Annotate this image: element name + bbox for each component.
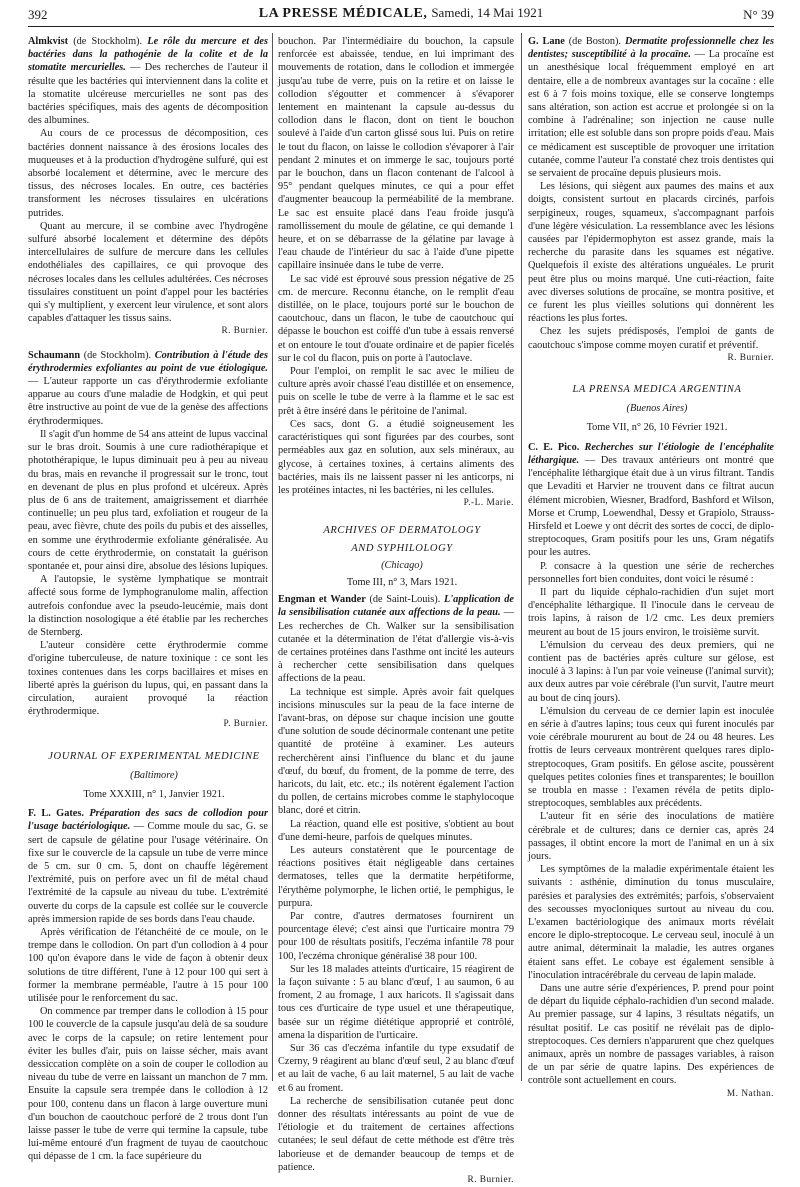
paragraph: Les lésions, qui siègent aux paumes des mains et aux doigts, consistent surtout en placards circinés, parfois serpigineux, rouges, squameux, s'accompagnant parfois d'une légère vésiculation. La ressemblance avec les lésions causées par l'épidermophyton est assez grande, mais la recherche du parasite dans les squames est négative. Quelquefois il existe des altérations unguéales. Le prurit peut être plus ou moins marqué. Une cuti-réaction, faite avec diverses solutions de procaïne, se montra positive, et ce furent les plus vieilles solutions qui donnèrent les réactions les plus fortes.	[528, 181, 774, 325]
paragraph: Après vérification de l'étanchéité de ce moule, on le trempe dans le collodion. On part d'un collodion à 4 pour 100 qu'on évapore dans le vide de façon à obtenir deux solutions de titre différent, l'une à 12 pour 100 qui sert à former la membrane perméable, l'autre à 15 pour 100 utilisée pour le renforcement du sac.	[28, 927, 268, 1005]
journal-volume: Tome XXXIII, n° 1, Janvier 1921.	[83, 788, 225, 800]
paragraph: Le sac vidé est éprouvé sous pression négative de 25 cm. de mercure. Reconnu étanche, on le remplit d'eau distillée, on le place, toujours porté sur le bouchon de caoutchouc, dans un flacon, le tube de caoutchouc qui dépasse le bouchon est coiffé d'un tube à essais renversé et on entoure le tout d'ouate ordinaire et de papier ficelés sur le col du flacon, puis on porte à l'autoclave.	[278, 273, 514, 364]
paragraph: L'auteur considère cette érythrodermie comme d'origine tuberculeuse, de nature toxinique : ce sont les toxines contenues dans les corps bacillaires et mises en liberté après la guérison du lupus, qui, en passant dans la circulation, auraient provoqué la réaction érythrodermique.	[28, 640, 268, 718]
signature: R. Burnier.	[221, 326, 268, 337]
paragraph: Au cours de ce processus de décomposition, ces bactéries donnent naissance à des érosions locales des muqueuses et à la production d'hydrogène sulfuré, qui est absorbé localement et détermine, avec le mercure des tissus, des nécroses locales. En outre, ces bactéries transforment les nécroses tissulaires en ulcérations putrides.	[28, 128, 268, 219]
signature: M. Nathan.	[726, 1088, 774, 1099]
paragraph: Les auteurs constatèrent que le pourcentage de réactions positives était négligeable dans certaines dermatoses, telles que la dermatite herpétiforme, l'érythème polymorphe, le lichen ortié, le pemphigus, le purpura.	[278, 844, 514, 909]
running-title	[28, 5, 774, 22]
paragraph: Sur 36 cas d'eczéma infantile du type exsudatif de Czerny, 9 réagirent au blanc d'œuf seul, 2 au blanc d'œuf et au lait de vache, 6 au lait maternel, 5 au lait de vache et 6 au froment.	[278, 1043, 514, 1094]
paragraph: Pour l'emploi, on remplit le sac avec le milieu de culture après avoir chassé l'eau distillée et on ensemence, puis on scelle le tube de verre à la flamme et le sac est prêt à être inséré dans le péritoine de l'animal.	[278, 366, 515, 417]
paragraph: Par contre, d'autres dermatoses fournirent un pourcentage élevé; c'est ainsi que l'urticaire montra 79 pour 100 de résultats positifs, l'eczéma infantile 78 pour 100, l'eczéma chronique généralisé 38 pour 100.	[278, 911, 514, 962]
signature: P. Burnier.	[223, 719, 268, 730]
abstract-engman-wander: Engman et Wander (de Saint-Louis). L'application de la sensibilisation cutanée aux affections de la peau. — Les recherches de Ch. Walker sur la sensibilisation cutanée et la détermination de l'état d'allergie vis-à-vis de certaines protéines dans l'asthme ont incité les auteurs à rechercher cette sensibilisation dans quelques affections de la peau.	[278, 594, 514, 685]
journal-title: JOURNAL OF EXPERIMENTAL MEDICINE	[48, 750, 260, 762]
page-header	[28, 4, 774, 27]
journal-title-line-2: AND SYPHILOLOGY	[351, 542, 453, 554]
column-1	[28, 35, 268, 1164]
signature: R. Burnier.	[467, 1175, 514, 1186]
paragraph: Sur les 18 malades atteints d'urticaire, 15 réagirent de la façon suivante : 5 au blanc d'œuf, 1 au saumon, 6 au froment, 2 au fromage, 1 aux haricots. Il s'agissait dans tous ces d'urticaire de type usuel et une thérapeutique, basée sur un régime diététique approprié et contrôlé, amena la disparition de l'urticaire.	[278, 963, 514, 1041]
paragraph: Il s'agit d'un homme de 54 ans atteint de lupus vaccinal sur le bras droit. Soumis à une cure radiothérapique et photothérapique, le lupus diminuait peu à peu au niveau du bras, mais en revanche il progressait sur le tronc, tout en devenant de plus en plus profond et ulcéreux. Après plus de 6 ans de traitement, amaigrissement et diarrhée continuelle; un peu plus tard, exfoliation et rougeur de la peau, avec fièvre, chute des poils du pubis et des aisselles, en somme une érythrodermie exfoliante généralisée. Au cours de cette érythrodermie, on constatait la guérison spontanée et, pour ainsi dire, absolue des lésions lupiques.	[28, 428, 268, 572]
paragraph: Dans une autre série d'expériences, P. prend pour point de départ du liquide céphalo-rachidien d'un second malade. Au premier passage, sur 4 lapins, 3 résultats négatifs, un résultat positif. Le cas positif ne révélait pas de diplo-streptocoques. Ces derniers n'apparurent que chez quelques animaux, après un nombre de passages variables, à raison de un par série de quatre lapins. Des expériences de contrôle sont actuellement en cours.	[528, 983, 774, 1087]
column-3	[528, 35, 774, 1101]
paragraph: L'émulsion du cerveau des deux premiers, qui ne contient pas de bactéries après culture sur gélose, est inoculé à 3 lapins: à l'un par voie veineuse (l'animal survit); aux deux autres par voie cérébrale (l'un survit, l'autre meurt au bout de cinq jours).	[528, 639, 774, 704]
abstract-lane: G. Lane (de Boston). Dermatite professionnelle chez les dentistes; susceptibilité à la procaïne. — La procaïne est un anesthésique local fréquemment employé en art dentaire, elle a de nombreux avantages sur la cocaïne : elle est 6 à 7 fois moins toxique, elle se conserve longtemps sans altération, son action est accrue et prolongée si on la combine à l'adrénaline; son injection ne cause nulle irritation; elle est soluble dans son propre poids d'eau. Mais ce médicament est susceptible de provoquer une irritation cutanée, comme l'auteur l'a constaté chez trois dentistes qui se servaient de procaïne depuis plusieurs mois.	[528, 36, 774, 180]
journal-city: (Baltimore)	[130, 769, 178, 781]
paragraph: La recherche de sensibilisation cutanée peut donc donner des résultats intéressants au point de vue de l'étiologie et du traitement de certaines affections cutanées; le seul défaut de cette méthode est d'être très laborieuse et de demander beaucoup de temps et de patience.	[278, 1095, 514, 1173]
paragraph: Les symptômes de la maladie expérimentale étaient les suivants : asthénie, diminution du tonus musculaire, parésies et paralysies des extrémités; parfois, s'observaient des secousses myocloniques surtout au niveau du cou. L'examen bactériologique des animaux morts révélait encore le diplo-streptocoque. Le cerveau seul, inoculé à un autre animal, déterminait la maladie, les autres organes étaient sans effet. Le cobaye est également sensible à l'inoculation intracérébrale du cerveau de lapin malade.	[528, 864, 774, 981]
paragraph: bouchon. Par l'intermédiaire du bouchon, la capsule renforcée est abaissée, tendue, en lui imprimant des mouvements de rotation, dans le collodion et immergée jusqu'au tube de verre, puis on la retire et on laisse le collodion s'égoutter et commencer à s'évaporer lentement en maintenant la capsule au-dessus du collodion dans le flacon, dont on tient le bouchon soulevé à l'aide d'un carton glissé sous lui. Puis on retire le tout du flacon, on laisse le collodion s'évaporer à l'air pendant 2 minutes et on immerge le sac, toujours porté par le bouchon, dans un flacon contenant de l'alcool à 95° pendant quelques minutes, ce qui a pour effet d'augmenter beaucoup la perméabilité de la membrane. Le sac est ensuite placé dans l'eau froide jusqu'à ramollissement du moule de gélatine, ce qui demande 1 heure, et on se débarrasse de la gélatine par lavage à l'eau chaude de l'intérieur du sac à l'aide d'une pipette capillaire insinuée dans le tube de verre.	[278, 36, 514, 272]
paragraph: Il part du liquide céphalo-rachidien d'un sujet mort d'encéphalite léthargique. Il l'inocule dans le cerveau de trois lapins, à raison de 1/2 cmc. Les deux premiers meurent au bout de 15 jours environ, le troisième survit.	[528, 586, 774, 638]
paragraph: P. consacre à la question une série de recherches personnelles fort bien conduites, dont voici le résumé :	[528, 560, 774, 585]
abstract-pico: C. E. Pico. Recherches sur l'étiologie de l'encéphalite léthargique. — Des travaux antérieurs ont montré que l'encéphalite léthargique était due à un virus filtrant. Tandis que Levaditi et Harvier ne trouvent dans ce filtrat aucun élément microbien, Wiesner, Bradford, Bashford et Wilson, Morse et Crump, Loewendhal, Dessy et Grapiolo, Strauss-Hirsfeld et Loewe y ont décrit des sortes de cocci, de diplo-streptocoques, Gram positifs pour les uns, Gram négatifs pour les autres.	[528, 441, 775, 559]
paragraph: La réaction, quand elle est positive, s'obtient au bout d'une demi-heure, parfois de quelques minutes.	[278, 818, 514, 843]
journal-title: ARCHIVES OF DERMATOLOGY	[323, 525, 481, 537]
paragraph: L'émulsion du cerveau de ce dernier lapin est inoculée en série à d'autres lapins; tous ceux qui furent inoculés par voie cérébrale moururent au bout de 24 ou 48 heures. Les frottis de leurs cerveaux montrèrent quelques rares diplo-streptocoques, Gram positifs. En gélose ascite, poussèrent quelques petites colonies fines et transparentes; le bouillon se troubla en masse : l'examen révéla de petits diplo-streptocoques, semblables aux précédents.	[528, 705, 774, 810]
journal-city: (Buenos Aires)	[626, 403, 688, 415]
abstract-almkvist: Almkvist (de Stockholm). Le rôle du mercure et des bactéries dans la pathogénie de la colite et de la stomatite mercurielles. — Des recherches de l'auteur il résulte que les bactéries qui interviennent dans la colite et la stomatite ulcéreuse mercurielles ne sont pas des bactéries spécifiques, mais des agents de décomposition des albumines.	[28, 36, 269, 127]
publication-name: LA PRESSE MÉDICALE,	[258, 6, 428, 21]
issue-number: N° 39	[743, 7, 774, 22]
column-divider	[272, 33, 273, 1081]
journal-title: LA PRENSA MEDICA ARGENTINA	[572, 384, 742, 396]
page-number: 392	[28, 7, 48, 22]
paragraph: On commence par tremper dans le collodion à 15 pour 100 le couvercle de la capsule jusqu'au delà de sa soudure avec le corps de la capsule; on retire lentement pour éviter les bulles d'air, puis on laisse sécher, mais avant dessiccation complète on a soin de couper le collodion au niveau du tube de verre en laissant un manchon de 7 mm. Ensuite la capsule sera trempée dans le collodion à 12 pour 100, contenu dans un flacon à large ouverture muni d'un bouchon de caoutchouc perforé de 2 trous dont l'un laisse passer le tube de verre qui termine la capsule, tube lui-même entouré d'un fragment de tuyau de caoutchouc qui dépasse de 1 cm. la face supérieure du	[28, 1006, 268, 1163]
paragraph: Quant au mercure, il se combine avec l'hydrogène sulfuré absorbé localement et détermine des dépôts intercellulaires de sulfure de mercure dans les cellules endothéliales des capillaires, ce qui provoque des nécroses locales dans les cellules adultérées. Ces nécroses tissulaires constituent un point d'appel pour les bactéries qui s'y multiplient, y exercent leur virulence, et sont alors capables d'attaquer les tissus sains.	[28, 220, 268, 325]
column-divider	[521, 33, 522, 1081]
paragraph: La technique est simple. Après avoir fait quelques incisions minuscules sur la peau de la face interne de l'avant-bras, on dépose sur chaque incision une goutte d'une solution de soude décinormale contenant une petite quantité de protéine à examiner. Les auteurs recherchèrent ainsi l'influence du blanc et du jaune d'œuf, du bœuf, du froment, de la pomme de terre, des haricots, du lait, etc. etc.; ils notèrent également l'action du pollen, de certains microbes comme le staphylocoque blanc, doré et citrin.	[278, 686, 514, 817]
signature: P.-L. Marie.	[463, 498, 514, 509]
column-2	[278, 35, 514, 1187]
signature: R. Burnier.	[727, 352, 774, 363]
abstract-schaumann: Schaumann (de Stockholm). Contribution à l'étude des érythrodermies exfoliantes au point de vue étiologique. — L'auteur rapporte un cas d'érythrodermie exfoliante apparue au cours d'une maladie de Hodgkin, et qui peut être instructive au point de vue de la genèse des affections érythrodermiques.	[28, 349, 268, 427]
paragraph: Chez les sujets prédisposés, l'emploi de gants de caoutchouc s'impose comme moyen curatif et préventif.	[528, 326, 774, 351]
paragraph: L'auteur fit en série des inoculations de matière cérébrale et de cultures; dans ce dernier cas, après 24 passages, il obtint encore la mort de l'animal en un à six jours.	[528, 811, 774, 862]
abstract-gates: F. L. Gates. Préparation des sacs de collodion pour l'usage bactériologique. — Comme moule du sac, G. se sert de capsule de gélatine pour l'usage vétérinaire. On fixe sur le couvercle de la capsule un tube de verre mince de 5 cm. sur 0 cm. 5, dont on chauffe légèrement l'extrémité, puis on perfore avec un fil de métal chaud l'extrémité de la capsule au niveau du tube. L'extrémité ouverte du corps de la capsule est collée sur le couvercle après immersion rapide de ses bords dans l'eau chaude.	[28, 808, 269, 925]
issue-date: Samedi, 14 Mai 1921	[431, 5, 544, 20]
journal-volume: Tome VII, n° 26, 10 Février 1921.	[586, 422, 728, 434]
paragraph: Ces sacs, dont G. a étudié soigneusement les caractéristiques qui sont figurées par des courbes, sont perméables aux gaz en solution, aux sels minéraux, au glycose, à certaines toxines, à certains aliments des bactéries, mais ils ne laissent passer ni les anticorps, ni les protéines intactes, ni les bactéries, ni les cellules.	[278, 418, 514, 496]
paragraph: A l'autopsie, le système lymphatique se montrait affecté sous forme de lymphogranulome malin, affection autrefois confondue avec la pseudo-leucémie, mais dont la distinction nosologique a été établie par les recherches de Sternberg.	[28, 574, 268, 638]
journal-volume: Tome III, n° 3, Mars 1921.	[346, 576, 458, 588]
journal-city: (Chicago)	[381, 559, 423, 571]
